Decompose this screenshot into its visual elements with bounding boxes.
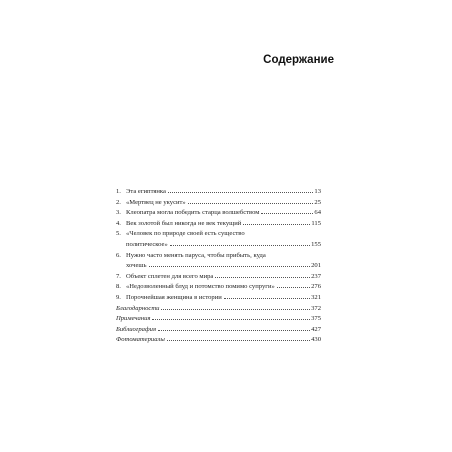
toc-entry [116, 325, 321, 336]
entry-page: 201 [311, 262, 321, 270]
entry-number: 5. [116, 230, 121, 238]
toc-entry [116, 282, 321, 293]
dot-leader [188, 203, 314, 204]
entry-title: Библиография [116, 325, 157, 333]
entry-page: 64 [314, 209, 321, 217]
toc-entry [116, 229, 321, 250]
dot-leader [243, 224, 310, 225]
dot-leader [170, 245, 310, 246]
toc-entry [116, 251, 321, 272]
entry-title: «Мертвец не укусит» [126, 198, 186, 206]
dot-leader [167, 340, 310, 341]
entry-title: Клеопатра могла победить старца волшебством [126, 209, 260, 217]
dot-leader [158, 330, 310, 331]
entry-number: 7. [116, 272, 121, 280]
entry-title: Благодарности [116, 304, 160, 312]
toc-entry [116, 187, 321, 198]
toc-entry [116, 208, 321, 219]
entry-title-line1: Нужно часто менять паруса, чтобы прибыть, куда [126, 251, 266, 259]
entry-number: 2. [116, 198, 121, 206]
entry-page: 427 [311, 325, 321, 333]
entry-title: Век золотой был никогда не век текущий [126, 219, 242, 227]
entry-title: Примечания [116, 315, 151, 323]
toc-entry [116, 335, 321, 346]
entry-page: 276 [311, 283, 321, 291]
page-title: Содержание [263, 54, 334, 66]
entry-title: Порочнейшая женщина в истории [126, 293, 222, 301]
entry-title: Эта египтянка [126, 188, 166, 195]
dot-leader [277, 287, 310, 288]
dot-leader [215, 277, 310, 278]
dot-leader [149, 266, 311, 267]
entry-number: 3. [116, 209, 121, 217]
dot-leader [161, 309, 310, 310]
table-of-contents [116, 187, 321, 346]
toc-entry [116, 304, 321, 315]
toc-entry [116, 272, 321, 283]
entry-page: 115 [311, 219, 321, 227]
entry-title-line1: «Человек по природе своей есть существо [126, 230, 245, 238]
toc-entry [116, 219, 321, 230]
entry-number: 8. [116, 283, 121, 291]
toc-entry [116, 293, 321, 304]
dot-leader [152, 319, 310, 320]
entry-page: 155 [311, 240, 321, 248]
toc-entry [116, 314, 321, 325]
entry-title: Объект сплетен для всего мира [126, 272, 214, 280]
entry-title-line2: хочешь [126, 262, 147, 270]
entry-page: 25 [314, 198, 321, 206]
entry-page: 237 [311, 272, 321, 280]
entry-number: 6. [116, 251, 121, 259]
entry-title-line2: политическое» [126, 240, 168, 248]
entry-page: 375 [311, 315, 321, 323]
toc-entry [116, 198, 321, 209]
entry-page: 430 [311, 336, 321, 344]
entry-page: 13 [314, 188, 321, 195]
entry-title: «Недозволенный блуд и потомство помимо супруги» [126, 283, 275, 291]
entry-page: 372 [311, 304, 321, 312]
dot-leader [168, 192, 313, 193]
entry-title: Фотоматериалы [116, 336, 165, 344]
entry-number: 1. [116, 188, 121, 195]
entry-number: 4. [116, 219, 121, 227]
dot-leader [261, 213, 313, 214]
entry-number: 9. [116, 293, 121, 301]
dot-leader [224, 298, 310, 299]
entry-page: 321 [311, 293, 321, 301]
